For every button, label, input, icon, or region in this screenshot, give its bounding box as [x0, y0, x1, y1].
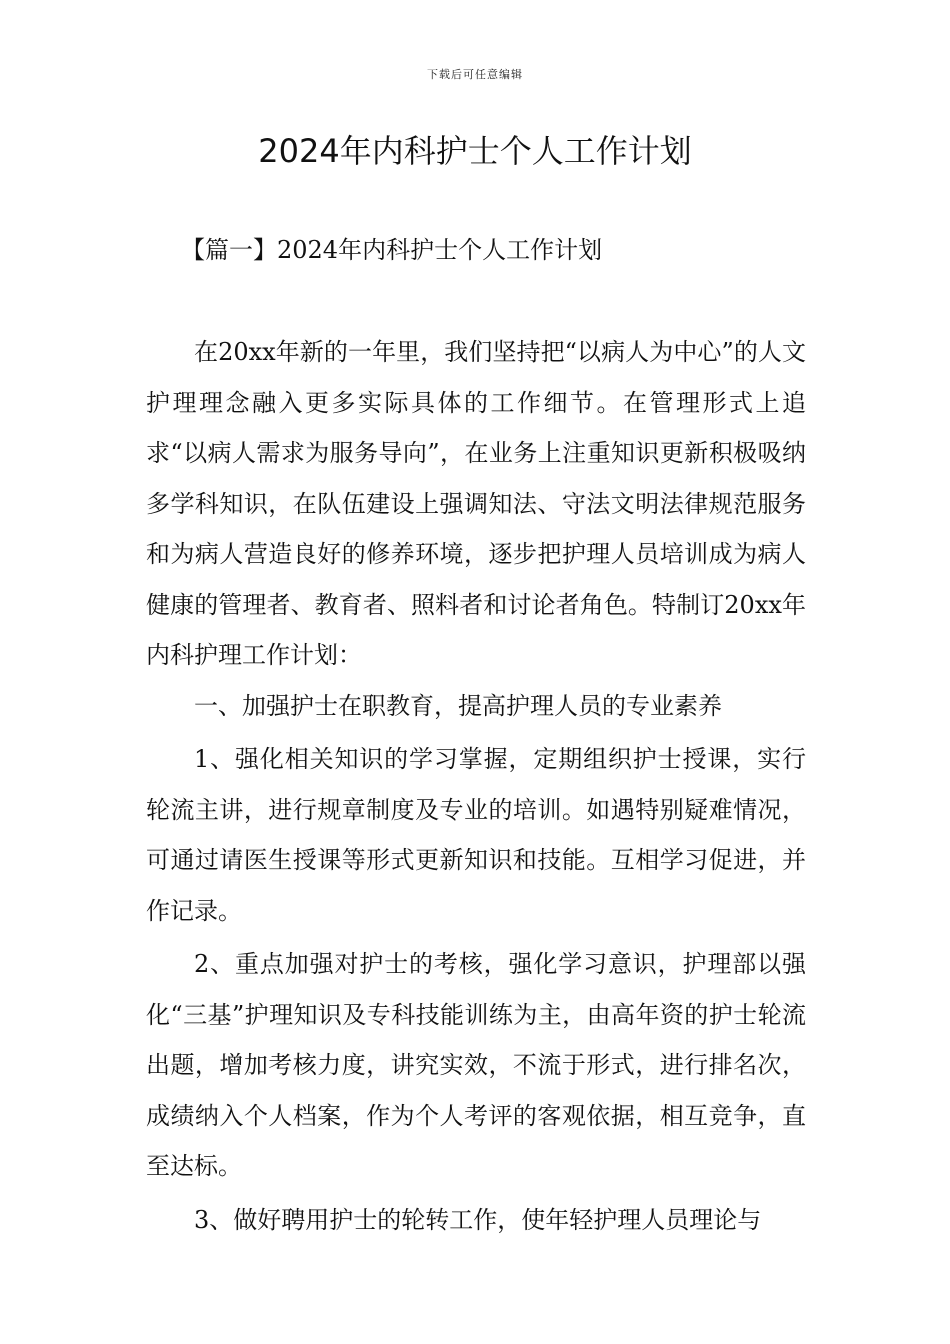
document-title: 2024年内科护士个人工作计划: [258, 132, 692, 170]
header-note: 下载后可任意编辑: [427, 68, 523, 81]
paragraph-item-3: 3、做好聘用护士的轮转工作，使年轻护理人员理论与: [194, 1205, 762, 1234]
paragraph-item-2: 2、重点加强对护士的考核，强化学习意识，护理部以强化“三基”护理知识及专科技能训练为主，由高年资的护士轮流出题，增加考核力度，讲究实效，不流于形式，进行排名次，成绩纳入个人档案，作为个人考评的客观依据，相互竞争，直至达标。: [146, 950, 806, 1180]
paragraph-intro: 在20xx年新的一年里，我们坚持把“以病人为中心”的人文护理理念融入更多实际具体的工作细节。在管理形式上追求“以病人需求为服务导向”，在业务上注重知识更新积极吸纳多学科知识，在队伍建设上强调知法、守法文明法律规范服务和为病人营造良好的修养环境，逐步把护理人员培训成为病人健康的管理者、教育者、照料者和讨论者角色。特制订20xx年内科护理工作计划：: [146, 338, 806, 669]
document-body: [146, 327, 806, 1245]
paragraph-heading-1: 一、加强护士在职教育，提高护理人员的专业素养: [194, 691, 722, 720]
section-heading: 【篇一】2024年内科护士个人工作计划: [181, 236, 603, 264]
paragraph-item-1: 1、强化相关知识的学习掌握，定期组织护士授课，实行轮流主讲，进行规章制度及专业的培训。如遇特别疑难情况，可通过请医生授课等形式更新知识和技能。互相学习促进，并作记录。: [146, 745, 806, 925]
